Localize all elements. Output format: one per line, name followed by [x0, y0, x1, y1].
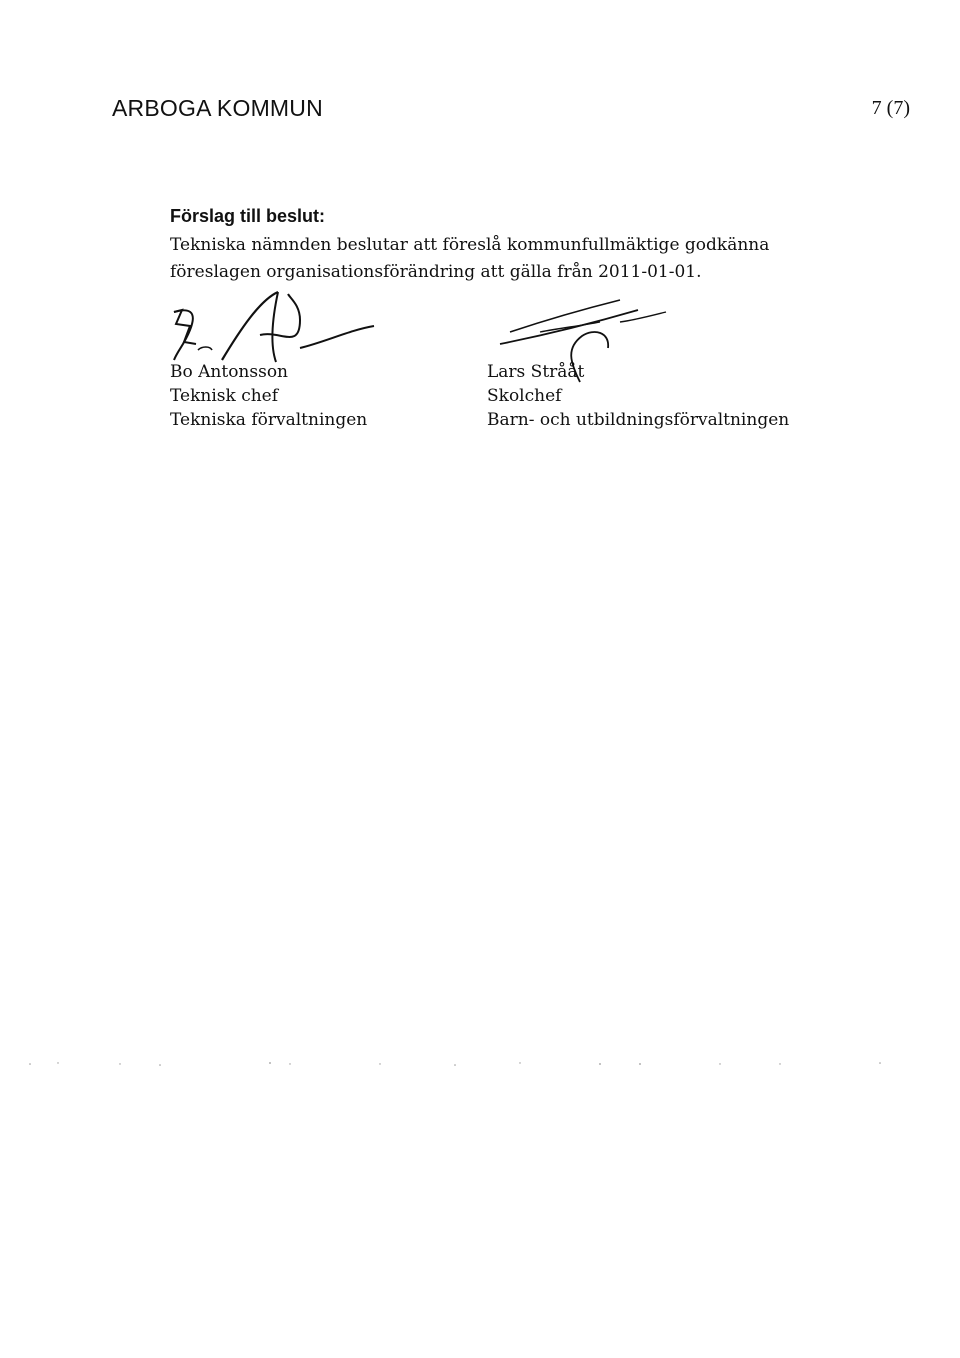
signatory-title: Skolchef: [487, 386, 562, 406]
signatory-right: [487, 360, 789, 432]
proposal-heading: Förslag till beslut:: [170, 206, 326, 226]
signatory-title: Teknisk chef: [170, 386, 279, 406]
signatory-name: Lars Strååt: [487, 362, 585, 382]
signature-left: [160, 290, 380, 370]
proposal-text: [170, 232, 850, 286]
signatory-left: [170, 360, 367, 432]
proposal-line-1: Tekniska nämnden beslutar att föreslå kommunfullmäktige godkänna: [170, 235, 770, 255]
page-number: 7 (7): [871, 97, 910, 119]
proposal-line-2: föreslagen organisationsförändring att gälla från 2011-01-01.: [170, 262, 702, 282]
signatory-name: Bo Antonsson: [170, 362, 289, 382]
signatory-department: Tekniska förvaltningen: [170, 410, 368, 430]
organization-name: ARBOGA KOMMUN: [112, 95, 323, 121]
signatory-department: Barn- och utbildningsförvaltningen: [487, 410, 790, 430]
scan-artifact-line: [0, 1058, 960, 1070]
